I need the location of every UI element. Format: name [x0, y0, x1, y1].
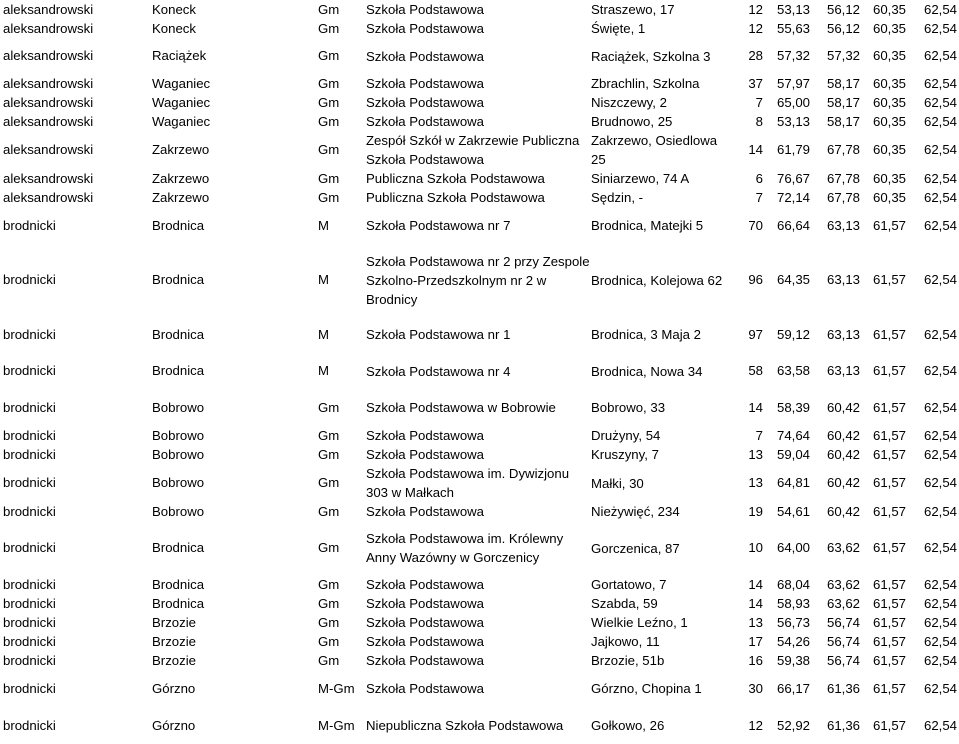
- gmina-cell: Zakrzewo: [152, 170, 210, 186]
- powiat-avg-cell: 60,35: [872, 189, 906, 205]
- powiat-avg-cell: 61,57: [872, 326, 906, 342]
- school-name-cell: Szkoła Podstawowa: [366, 76, 485, 91]
- type-cell: Gm: [318, 75, 340, 91]
- score-cell: 59,04: [776, 446, 810, 462]
- student-count-cell: 37: [748, 75, 763, 91]
- score-cell: 76,67: [776, 170, 810, 186]
- gmina-avg-cell: 63,13: [826, 217, 860, 233]
- powiat-avg-cell: 61,57: [872, 680, 906, 696]
- gmina-avg-cell: 58,17: [826, 75, 860, 91]
- address-cell: Górzno, Chopina 1: [591, 681, 702, 696]
- region-avg-cell: 62,54: [923, 633, 957, 649]
- address-cell: Bobrowo, 33: [591, 400, 666, 415]
- region-avg-cell: 62,54: [923, 717, 957, 733]
- gmina-avg-cell: 56,74: [826, 614, 860, 630]
- table-row: [0, 445, 959, 464]
- region-avg-cell: 62,54: [923, 427, 957, 443]
- table-row: [0, 575, 959, 594]
- gmina-avg-cell: 57,32: [826, 48, 860, 63]
- gmina-avg-cell: 56,12: [826, 1, 860, 17]
- student-count-cell: 28: [748, 48, 763, 63]
- gmina-avg-cell: 63,62: [826, 576, 860, 592]
- type-cell: Gm: [318, 170, 340, 186]
- table-row: [0, 38, 959, 74]
- gmina-avg-cell: 60,42: [826, 399, 860, 415]
- student-count-cell: 96: [748, 272, 763, 287]
- student-count-cell: 70: [748, 217, 763, 233]
- region-avg-cell: 62,54: [923, 20, 957, 36]
- address-cell: Sędzin, -: [591, 190, 644, 205]
- student-count-cell: 6: [755, 170, 763, 186]
- student-count-cell: 14: [748, 576, 763, 592]
- type-cell: Gm: [318, 113, 340, 129]
- address-cell: Kruszyny, 7: [591, 447, 659, 462]
- powiat-cell: brodnicki: [3, 399, 56, 415]
- gmina-cell: Bobrowo: [152, 446, 205, 462]
- school-name-cell: Szkoła Podstawowa: [366, 447, 485, 462]
- student-count-cell: 14: [748, 595, 763, 611]
- address-cell: Jajkowo, 11: [591, 634, 660, 649]
- address-cell: Małki, 30: [591, 475, 644, 491]
- powiat-avg-cell: 61,57: [872, 427, 906, 443]
- type-cell: Gm: [318, 475, 340, 490]
- gmina-cell: Górzno: [152, 717, 196, 733]
- region-avg-cell: 62,54: [923, 75, 957, 91]
- table-row: [0, 707, 959, 744]
- type-cell: Gm: [318, 94, 340, 110]
- school-name-cell: Szkoła Podstawowa: [366, 577, 485, 592]
- score-cell: 61,79: [776, 142, 810, 157]
- table-row: [0, 19, 959, 38]
- table-row: [0, 502, 959, 521]
- type-cell: Gm: [318, 399, 340, 415]
- region-avg-cell: 62,54: [923, 113, 957, 129]
- score-cell: 52,92: [776, 717, 810, 733]
- powiat-cell: aleksandrowski: [3, 113, 94, 129]
- type-cell: Gm: [318, 1, 340, 17]
- gmina-avg-cell: 58,17: [826, 94, 860, 110]
- powiat-cell: aleksandrowski: [3, 170, 94, 186]
- type-cell: Gm: [318, 652, 340, 668]
- score-cell: 64,00: [776, 540, 810, 555]
- gmina-avg-cell: 60,42: [826, 503, 860, 519]
- address-cell: Zakrzewo, Osiedlowa 25: [591, 133, 718, 167]
- table-row: [0, 0, 959, 19]
- type-cell: M: [318, 272, 329, 287]
- table-row: [0, 169, 959, 188]
- table-row: [0, 207, 959, 244]
- school-name-cell: Szkoła Podstawowa: [366, 634, 485, 649]
- gmina-cell: Waganiec: [152, 113, 211, 129]
- gmina-avg-cell: 56,12: [826, 20, 860, 36]
- address-cell: Gortatowo, 7: [591, 577, 667, 592]
- type-cell: Gm: [318, 189, 340, 205]
- gmina-avg-cell: 63,13: [826, 326, 860, 342]
- address-cell: Nieżywięć, 234: [591, 504, 680, 519]
- school-name-cell: Szkoła Podstawowa nr 1: [366, 327, 511, 342]
- school-name-cell: Niepubliczna Szkoła Podstawowa: [366, 718, 564, 733]
- powiat-avg-cell: 61,57: [872, 652, 906, 668]
- powiat-avg-cell: 60,35: [872, 142, 906, 157]
- school-name-cell: Publiczna Szkoła Podstawowa: [366, 171, 545, 186]
- school-name-cell: Szkoła Podstawowa: [366, 504, 485, 519]
- region-avg-cell: 62,54: [923, 614, 957, 630]
- type-cell: Gm: [318, 633, 340, 649]
- type-cell: M: [318, 363, 329, 378]
- school-name-cell: Szkoła Podstawowa: [366, 2, 485, 17]
- powiat-cell: brodnicki: [3, 595, 56, 611]
- region-avg-cell: 62,54: [923, 446, 957, 462]
- score-cell: 66,64: [776, 217, 810, 233]
- powiat-avg-cell: 60,35: [872, 94, 906, 110]
- powiat-avg-cell: 61,57: [872, 717, 906, 733]
- powiat-cell: brodnicki: [3, 540, 56, 555]
- type-cell: M: [318, 326, 329, 342]
- table-row: [0, 188, 959, 207]
- powiat-cell: brodnicki: [3, 326, 56, 342]
- student-count-cell: 12: [748, 1, 763, 17]
- powiat-avg-cell: 60,35: [872, 1, 906, 17]
- region-avg-cell: 62,54: [923, 595, 957, 611]
- gmina-avg-cell: 56,74: [826, 652, 860, 668]
- gmina-avg-cell: 67,78: [826, 142, 860, 157]
- gmina-cell: Brzozie: [152, 614, 196, 630]
- powiat-cell: brodnicki: [3, 614, 56, 630]
- type-cell: M-Gm: [318, 717, 355, 733]
- gmina-cell: Bobrowo: [152, 399, 205, 415]
- powiat-avg-cell: 61,57: [872, 503, 906, 519]
- type-cell: Gm: [318, 20, 340, 36]
- school-name-cell: Szkoła Podstawowa nr 4: [366, 363, 511, 379]
- score-cell: 57,32: [776, 48, 810, 63]
- student-count-cell: 7: [755, 94, 763, 110]
- table-row: [0, 389, 959, 426]
- address-cell: Straszewo, 17: [591, 2, 675, 17]
- region-avg-cell: 62,54: [923, 326, 957, 342]
- gmina-cell: Brodnica: [152, 363, 205, 378]
- region-avg-cell: 62,54: [923, 217, 957, 233]
- score-cell: 59,38: [776, 652, 810, 668]
- student-count-cell: 19: [748, 503, 763, 519]
- table-row: [0, 353, 959, 389]
- school-name-cell: Szkoła Podstawowa: [366, 428, 485, 443]
- student-count-cell: 17: [748, 633, 763, 649]
- gmina-cell: Brzozie: [152, 633, 196, 649]
- school-name-cell: Szkoła Podstawowa: [366, 95, 485, 110]
- powiat-avg-cell: 61,57: [872, 272, 906, 287]
- powiat-cell: brodnicki: [3, 652, 56, 668]
- score-cell: 57,97: [776, 75, 810, 91]
- powiat-avg-cell: 61,57: [872, 446, 906, 462]
- student-count-cell: 12: [748, 717, 763, 733]
- table-row: [0, 632, 959, 651]
- gmina-cell: Brodnica: [152, 576, 205, 592]
- type-cell: Gm: [318, 540, 340, 555]
- score-cell: 64,35: [776, 272, 810, 287]
- powiat-avg-cell: 61,57: [872, 363, 906, 378]
- school-name-cell: Zespół Szkół w Zakrzewie Publiczna Szkoła Podstawowa: [366, 133, 580, 167]
- powiat-avg-cell: 60,35: [872, 170, 906, 186]
- type-cell: Gm: [318, 595, 340, 611]
- address-cell: Brodnica, Nowa 34: [591, 363, 703, 379]
- address-cell: Święte, 1: [591, 21, 646, 36]
- student-count-cell: 30: [748, 680, 763, 696]
- score-cell: 56,73: [776, 614, 810, 630]
- score-cell: 66,17: [776, 680, 810, 696]
- table-row: [0, 74, 959, 93]
- powiat-cell: brodnicki: [3, 446, 56, 462]
- school-name-cell: Szkoła Podstawowa im. Królewny Anny Wazówny w Gorczenicy: [366, 531, 564, 565]
- student-count-cell: 10: [748, 540, 763, 555]
- region-avg-cell: 62,54: [923, 652, 957, 668]
- score-cell: 64,81: [776, 475, 810, 490]
- address-cell: Gorczenica, 87: [591, 540, 680, 556]
- region-avg-cell: 62,54: [923, 48, 957, 63]
- table-row: [0, 594, 959, 613]
- address-cell: Gołkowo, 26: [591, 718, 665, 733]
- score-cell: 54,26: [776, 633, 810, 649]
- powiat-cell: brodnicki: [3, 576, 56, 592]
- student-count-cell: 14: [748, 142, 763, 157]
- address-cell: Szabda, 59: [591, 596, 658, 611]
- region-avg-cell: 62,54: [923, 170, 957, 186]
- powiat-avg-cell: 61,57: [872, 614, 906, 630]
- powiat-avg-cell: 61,57: [872, 540, 906, 555]
- score-cell: 53,13: [776, 113, 810, 129]
- student-count-cell: 8: [755, 113, 763, 129]
- type-cell: Gm: [318, 446, 340, 462]
- gmina-cell: Waganiec: [152, 75, 211, 91]
- powiat-cell: brodnicki: [3, 717, 56, 733]
- gmina-cell: Brodnica: [152, 540, 205, 555]
- student-count-cell: 13: [748, 446, 763, 462]
- school-name-cell: Szkoła Podstawowa: [366, 114, 485, 129]
- table-row: [0, 131, 959, 169]
- address-cell: Brudnowo, 25: [591, 114, 673, 129]
- gmina-cell: Brodnica: [152, 272, 205, 287]
- type-cell: Gm: [318, 142, 340, 157]
- powiat-avg-cell: 60,35: [872, 20, 906, 36]
- type-cell: Gm: [318, 503, 340, 519]
- powiat-avg-cell: 60,35: [872, 113, 906, 129]
- powiat-cell: aleksandrowski: [3, 189, 94, 205]
- powiat-avg-cell: 61,57: [872, 633, 906, 649]
- table-row: [0, 670, 959, 707]
- score-cell: 55,63: [776, 20, 810, 36]
- address-cell: Brodnica, Matejki 5: [591, 218, 704, 233]
- score-cell: 54,61: [776, 503, 810, 519]
- powiat-cell: aleksandrowski: [3, 94, 94, 110]
- powiat-avg-cell: 60,35: [872, 75, 906, 91]
- type-cell: M-Gm: [318, 680, 355, 696]
- type-cell: Gm: [318, 48, 340, 63]
- gmina-cell: Zakrzewo: [152, 142, 210, 157]
- region-avg-cell: 62,54: [923, 1, 957, 17]
- school-name-cell: Szkoła Podstawowa: [366, 596, 485, 611]
- powiat-cell: aleksandrowski: [3, 48, 94, 63]
- score-cell: 59,12: [776, 326, 810, 342]
- region-avg-cell: 62,54: [923, 94, 957, 110]
- gmina-cell: Zakrzewo: [152, 189, 210, 205]
- school-name-cell: Publiczna Szkoła Podstawowa: [366, 190, 545, 205]
- gmina-avg-cell: 61,36: [826, 717, 860, 733]
- region-avg-cell: 62,54: [923, 189, 957, 205]
- student-count-cell: 7: [755, 427, 763, 443]
- region-avg-cell: 62,54: [923, 680, 957, 696]
- score-cell: 63,58: [776, 363, 810, 378]
- type-cell: Gm: [318, 614, 340, 630]
- table-row: [0, 244, 959, 316]
- gmina-cell: Brodnica: [152, 595, 205, 611]
- gmina-cell: Koneck: [152, 1, 196, 17]
- type-cell: Gm: [318, 576, 340, 592]
- gmina-cell: Górzno: [152, 680, 196, 696]
- powiat-cell: brodnicki: [3, 217, 56, 233]
- region-avg-cell: 62,54: [923, 272, 957, 287]
- score-cell: 65,00: [776, 94, 810, 110]
- gmina-avg-cell: 60,42: [826, 475, 860, 490]
- gmina-avg-cell: 63,13: [826, 363, 860, 378]
- gmina-avg-cell: 60,42: [826, 446, 860, 462]
- school-name-cell: Szkoła Podstawowa nr 2 przy Zespole Szkolno-Przedszkolnym nr 2 w Brodnicy: [366, 253, 590, 307]
- table-row: [0, 521, 959, 575]
- address-cell: Zbrachlin, Szkolna: [591, 76, 700, 91]
- powiat-cell: aleksandrowski: [3, 1, 94, 17]
- powiat-cell: brodnicki: [3, 475, 56, 490]
- powiat-cell: brodnicki: [3, 633, 56, 649]
- gmina-avg-cell: 63,62: [826, 595, 860, 611]
- table-row: [0, 426, 959, 445]
- table-row: [0, 464, 959, 502]
- address-cell: Brodnica, Kolejowa 62: [591, 272, 723, 288]
- gmina-avg-cell: 56,74: [826, 633, 860, 649]
- gmina-cell: Koneck: [152, 20, 196, 36]
- table-row: [0, 316, 959, 353]
- gmina-cell: Brodnica: [152, 217, 205, 233]
- address-cell: Siniarzewo, 74 A: [591, 171, 690, 186]
- region-avg-cell: 62,54: [923, 363, 957, 378]
- school-name-cell: Szkoła Podstawowa: [366, 615, 485, 630]
- type-cell: M: [318, 217, 329, 233]
- score-cell: 58,93: [776, 595, 810, 611]
- address-cell: Brzozie, 51b: [591, 653, 665, 668]
- gmina-avg-cell: 67,78: [826, 170, 860, 186]
- region-avg-cell: 62,54: [923, 399, 957, 415]
- student-count-cell: 13: [748, 475, 763, 490]
- student-count-cell: 14: [748, 399, 763, 415]
- school-name-cell: Szkoła Podstawowa: [366, 48, 485, 64]
- type-cell: Gm: [318, 427, 340, 443]
- score-cell: 74,64: [776, 427, 810, 443]
- region-avg-cell: 62,54: [923, 475, 957, 490]
- address-cell: Niszczewy, 2: [591, 95, 667, 110]
- powiat-cell: brodnicki: [3, 272, 56, 287]
- powiat-cell: brodnicki: [3, 680, 56, 696]
- gmina-cell: Brzozie: [152, 652, 196, 668]
- school-name-cell: Szkoła Podstawowa w Bobrowie: [366, 400, 556, 415]
- region-avg-cell: 62,54: [923, 576, 957, 592]
- powiat-cell: aleksandrowski: [3, 142, 94, 157]
- gmina-avg-cell: 58,17: [826, 113, 860, 129]
- address-cell: Raciążek, Szkolna 3: [591, 48, 711, 64]
- gmina-cell: Bobrowo: [152, 475, 205, 490]
- gmina-cell: Raciążek: [152, 48, 207, 63]
- address-cell: Drużyny, 54: [591, 428, 661, 443]
- powiat-avg-cell: 61,57: [872, 475, 906, 490]
- student-count-cell: 12: [748, 20, 763, 36]
- powiat-cell: aleksandrowski: [3, 75, 94, 91]
- powiat-avg-cell: 61,57: [872, 399, 906, 415]
- gmina-cell: Waganiec: [152, 94, 211, 110]
- score-cell: 68,04: [776, 576, 810, 592]
- score-cell: 72,14: [776, 189, 810, 205]
- powiat-cell: brodnicki: [3, 503, 56, 519]
- region-avg-cell: 62,54: [923, 540, 957, 555]
- student-count-cell: 58: [748, 363, 763, 378]
- school-name-cell: Szkoła Podstawowa: [366, 21, 485, 36]
- gmina-cell: Brodnica: [152, 326, 205, 342]
- gmina-avg-cell: 60,42: [826, 427, 860, 443]
- table-row: [0, 651, 959, 670]
- gmina-avg-cell: 63,62: [826, 540, 860, 555]
- student-count-cell: 13: [748, 614, 763, 630]
- powiat-cell: brodnicki: [3, 363, 56, 378]
- school-name-cell: Szkoła Podstawowa: [366, 681, 485, 696]
- gmina-avg-cell: 67,78: [826, 189, 860, 205]
- school-name-cell: Szkoła Podstawowa nr 7: [366, 218, 511, 233]
- region-avg-cell: 62,54: [923, 503, 957, 519]
- table-row: [0, 613, 959, 632]
- address-cell: Wielkie Leźno, 1: [591, 615, 688, 630]
- gmina-avg-cell: 61,36: [826, 680, 860, 696]
- student-count-cell: 97: [748, 326, 763, 342]
- powiat-avg-cell: 60,35: [872, 48, 906, 63]
- powiat-cell: brodnicki: [3, 427, 56, 443]
- powiat-cell: aleksandrowski: [3, 20, 94, 36]
- gmina-avg-cell: 63,13: [826, 272, 860, 287]
- powiat-avg-cell: 61,57: [872, 576, 906, 592]
- gmina-cell: Bobrowo: [152, 427, 205, 443]
- score-cell: 53,13: [776, 1, 810, 17]
- table-row: [0, 93, 959, 112]
- table-row: [0, 112, 959, 131]
- powiat-avg-cell: 61,57: [872, 217, 906, 233]
- gmina-cell: Bobrowo: [152, 503, 205, 519]
- school-name-cell: Szkoła Podstawowa im. Dywizjonu 303 w Małkach: [366, 466, 570, 500]
- powiat-avg-cell: 61,57: [872, 595, 906, 611]
- address-cell: Brodnica, 3 Maja 2: [591, 327, 701, 342]
- school-name-cell: Szkoła Podstawowa: [366, 653, 485, 668]
- student-count-cell: 16: [748, 652, 763, 668]
- student-count-cell: 7: [755, 189, 763, 205]
- region-avg-cell: 62,54: [923, 142, 957, 157]
- score-cell: 58,39: [776, 399, 810, 415]
